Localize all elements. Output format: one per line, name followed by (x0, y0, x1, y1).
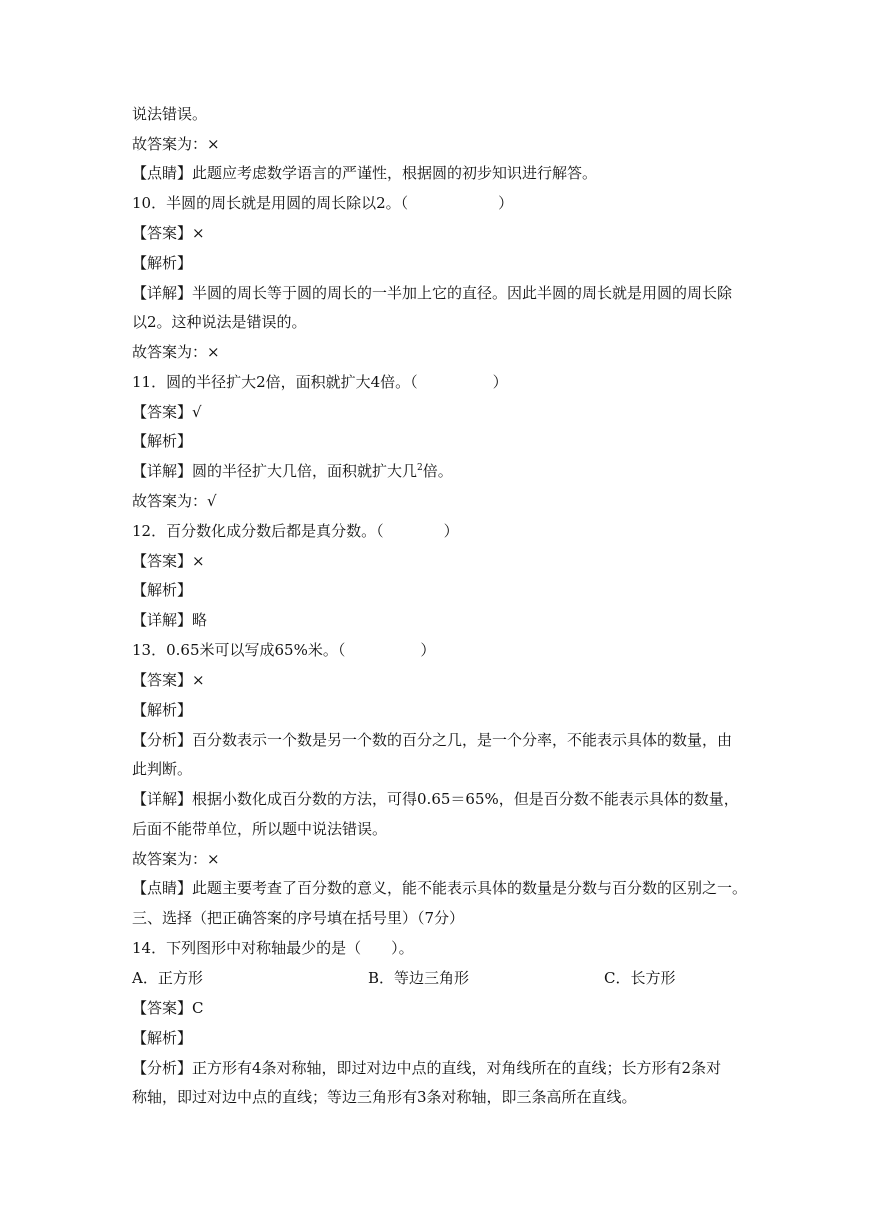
analysis-label: 【解析】 (132, 581, 193, 599)
detail-line (132, 461, 453, 481)
answer-conclusion: 故答案为：× (132, 850, 220, 868)
comment-line: 【点睛】此题应考虑数学语言的严谨性，根据圆的初步知识进行解答。 (132, 164, 598, 182)
question-14: 14．下列图形中对称轴最少的是（ ）。 (132, 939, 414, 957)
answer-label: 【答案】× (132, 671, 205, 689)
section-heading: 三、选择（把正确答案的序号填在括号里）（7分） (132, 909, 465, 927)
answer-conclusion: 故答案为：√ (132, 492, 217, 510)
detail-line: 后面不能带单位，所以题中说法错误。 (132, 820, 388, 838)
question-12: 12．百分数化成分数后都是真分数。（ ） (132, 522, 459, 540)
detail-line: 【详解】略 (132, 611, 208, 629)
option-a: A．正方形 (132, 969, 203, 987)
detail-text: 【详解】圆的半径扩大几倍，面积就扩大几 (132, 462, 418, 480)
answer-label: 【答案】C (132, 999, 204, 1017)
option-b: B．等边三角形 (368, 969, 470, 987)
detail-line: 【详解】半圆的周长等于圆的周长的一半加上它的直径。因此半圆的周长就是用圆的周长除 (132, 284, 733, 302)
superscript: 2 (417, 463, 423, 473)
detail-text: 倍。 (422, 462, 453, 480)
answer-label: 【答案】× (132, 552, 205, 570)
answer-label: 【答案】√ (132, 403, 202, 421)
text-line: 说法错误。 (132, 105, 208, 123)
analysis-label: 【解析】 (132, 1029, 193, 1047)
analysis-label: 【解析】 (132, 254, 193, 272)
detail-line: 【详解】根据小数化成百分数的方法，可得0.65＝65%，但是百分数不能表示具体的数量， (132, 790, 739, 808)
question-10: 10．半圆的周长就是用圆的周长除以2。（ ） (132, 194, 514, 212)
analysis-line: 此判断。 (132, 760, 193, 778)
option-c: C．长方形 (604, 969, 676, 987)
question-11: 11．圆的半径扩大2倍，面积就扩大4倍。（ ） (132, 373, 508, 391)
answer-conclusion: 故答案为：× (132, 135, 220, 153)
answer-conclusion: 故答案为：× (132, 343, 220, 361)
analysis-label: 【解析】 (132, 701, 193, 719)
answer-label: 【答案】× (132, 224, 205, 242)
analysis-line: 【分析】百分数表示一个数是另一个数的百分之几，是一个分率，不能表示具体的数量，由 (132, 731, 733, 749)
detail-line: 以2。这种说法是错误的。 (132, 313, 307, 331)
analysis-line: 【分析】正方形有4条对称轴，即过对边中点的直线，对角线所在的直线；长方形有2条对 (132, 1059, 722, 1077)
comment-line: 【点睛】此题主要考查了百分数的意义，能不能表示具体的数量是分数与百分数的区别之一。 (132, 879, 748, 897)
question-13: 13．0.65米可以写成65%米。（ ） (132, 641, 436, 659)
analysis-line: 称轴，即过对边中点的直线；等边三角形有3条对称轴，即三条高所在直线。 (132, 1088, 637, 1106)
analysis-label: 【解析】 (132, 432, 193, 450)
